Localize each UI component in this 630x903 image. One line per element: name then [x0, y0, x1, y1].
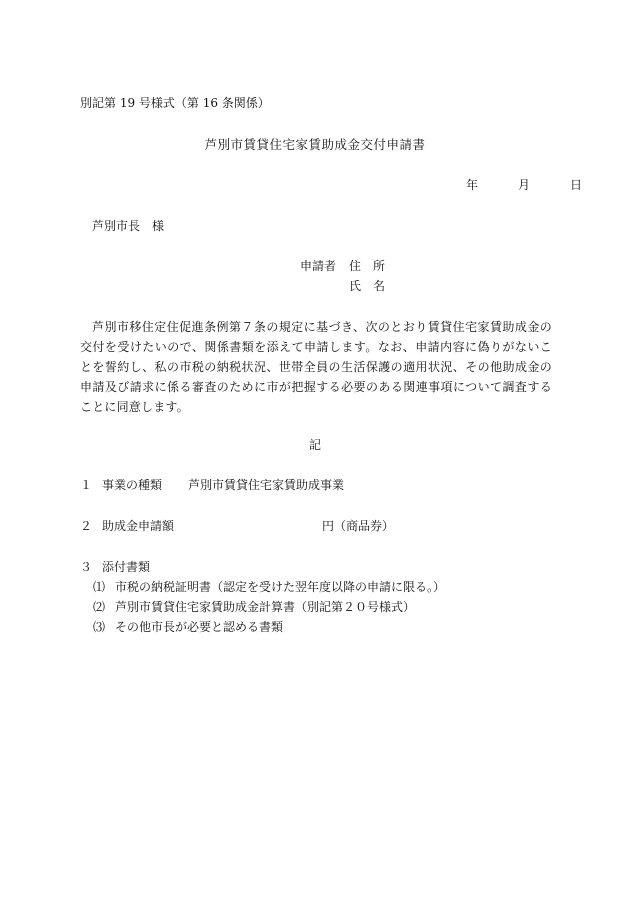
item-business-type [80, 477, 344, 493]
applicant-address-label: 住 所 [349, 259, 386, 273]
ki-heading: 記 [308, 438, 321, 452]
form-number: 別記第 19 号様式（第 16 条関係） [80, 96, 270, 110]
addressee: 芦別市長 様 [92, 219, 165, 233]
attachment-text: 市税の納税証明書（認定を受けた翌年度以降の申請に限る。） [115, 580, 446, 594]
item-attachments [80, 559, 150, 575]
date-month-label: 月 [518, 178, 531, 192]
item-value: 円（商品券） [322, 519, 395, 533]
date-line [466, 177, 582, 193]
document-title: 芦別市賃貸住宅家賃助成金交付申請書 [204, 137, 426, 152]
item-label: 添付書類 [102, 560, 151, 574]
applicant-label: 申請者 [300, 259, 337, 273]
attachment-number: ⑶ [93, 620, 106, 634]
attachment-number: ⑵ [93, 600, 106, 614]
attachment-item [93, 619, 283, 635]
applicant-name-label: 氏 名 [349, 279, 386, 293]
date-year-label: 年 [466, 178, 479, 192]
item-label: 事業の種類 [102, 478, 163, 492]
item-number: １ [80, 478, 93, 492]
item-label: 助成金申請額 [102, 519, 175, 533]
item-grant-amount [80, 518, 394, 534]
application-statement: 芦別市移住定住促進条例第７条の規定に基づき、次のとおり賃貸住宅家賃助成金の交付を受けたいので、関係書類を添えて申請します。なお、申請内容に偽りがないことを誓約し、私の市税の納税状況、世帯全員の生活保護の適用状況、その他助成金の申請及び請求に係る審査のために市が把握する必要のある関連事項について調査することに同意します。 [80, 320, 552, 414]
item-number: ２ [80, 519, 93, 533]
date-day-label: 日 [570, 178, 583, 192]
attachment-item [93, 579, 445, 595]
attachment-number: ⑴ [93, 580, 106, 594]
attachment-text: その他市長が必要と認める書類 [115, 620, 284, 634]
item-number: ３ [80, 560, 93, 574]
attachment-item [93, 599, 415, 615]
attachment-text: 芦別市賃貸住宅家賃助成金計算書（別記第２０号様式） [115, 600, 416, 614]
item-value: 芦別市賃貸住宅家賃助成事業 [188, 478, 345, 492]
